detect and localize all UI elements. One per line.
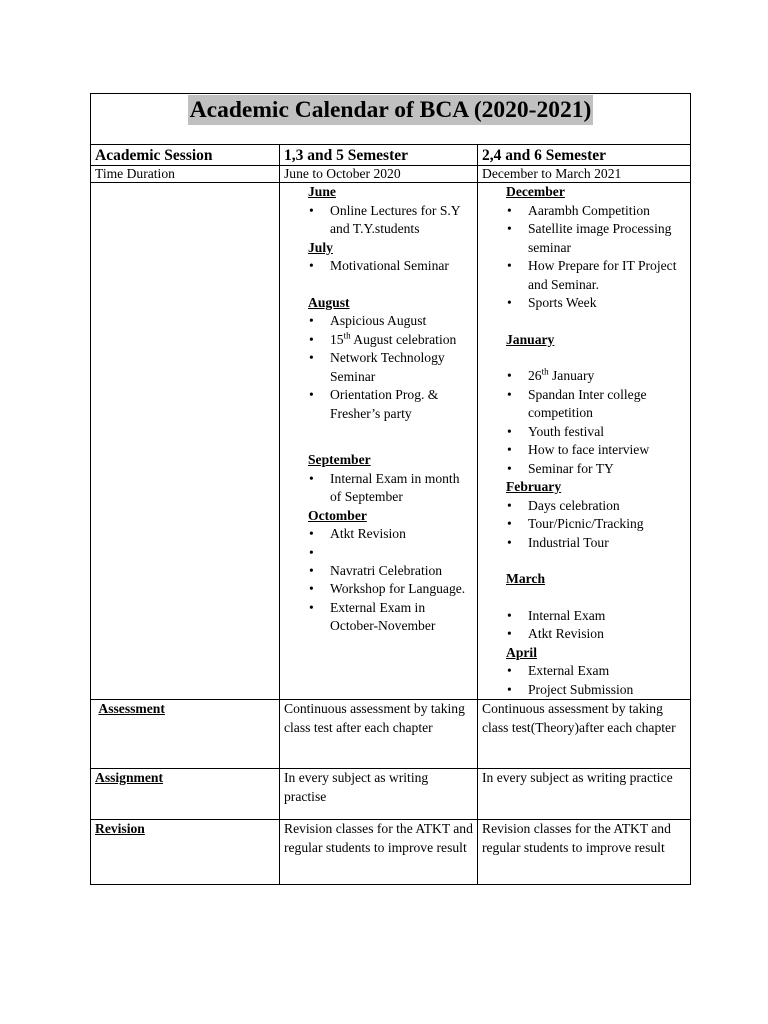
december-list [482,202,686,313]
list-item: • Tour/Picnic/Tracking [482,515,686,534]
item-text: January [552,368,595,383]
calendar-document [90,93,690,885]
month-september: September [308,452,371,467]
august-list [284,312,473,423]
date-suffix: th [343,329,351,340]
date-number: 26 [528,368,542,383]
assignment-label: Assignment [95,770,163,785]
revision-even: Revision classes for the ATKT and regular students to improve result [478,820,691,885]
assessment-even: Continuous assessment by taking class test(Theory)after each chapter [478,700,691,769]
january-list [482,367,686,478]
list-item [284,331,473,350]
list-item: • Sports Week [482,294,686,313]
month-april: April [506,644,537,660]
month-july: July [308,239,333,255]
list-item: • Seminar for TY [482,460,686,479]
month-january: January [506,331,555,347]
date-number: 15 [330,331,344,347]
list-item: • Online Lectures for S.Y and T.Y.students [284,202,473,239]
list-item: • How to face interview [482,441,686,460]
schedule-label-cell [91,183,280,700]
assignment-even: In every subject as writing practice [478,769,691,820]
list-item: • Workshop for Language. [284,580,473,599]
october-list [284,525,473,636]
assessment-label: Assessment [98,701,165,716]
list-item: • How Prepare for IT Project and Seminar. [482,257,686,294]
list-item: • Industrial Tour [482,534,686,553]
list-item: • Aarambh Competition [482,202,686,221]
assignment-odd: In every subject as writing practise [280,769,478,820]
month-december: December [506,184,565,199]
date-suffix: th [541,366,549,377]
list-item: • Internal Exam in month of September [284,470,473,507]
list-item: • Orientation Prog. & Fresher’s party [284,386,473,423]
list-item: • Atkt Revision [284,525,473,544]
list-item: • External Exam in October-November [284,599,473,636]
month-october: Octomber [308,507,367,523]
list-item: • Days celebration [482,497,686,516]
june-list [284,202,473,239]
duration-odd: June to October 2020 [280,166,478,183]
item-text: August celebration [353,331,457,347]
assessment-label-cell [91,700,280,769]
revision-odd: Revision classes for the ATKT and regular students to improve result [280,820,478,885]
list-item: • Navratri Celebration [284,562,473,581]
month-february: February [506,479,562,494]
list-item: • Network Technology Seminar [284,349,473,386]
march-list [482,607,686,644]
february-list [482,497,686,553]
header-academic-session: Academic Session [91,145,280,166]
header-even-semester: 2,4 and 6 Semester [478,145,691,166]
list-item: • Project Submission [482,681,686,700]
list-item: • Atkt Revision [482,625,686,644]
list-item: • Youth festival [482,423,686,442]
list-item: • Internal Exam [482,607,686,626]
list-item: • Satellite image Processing seminar [482,220,686,257]
month-march: March [506,571,546,586]
page-title: Academic Calendar of BCA (2020-2021) [189,97,592,123]
assignment-label-cell [91,769,280,820]
list-item [482,367,686,386]
duration-even: December to March 2021 [478,166,691,183]
list-item: • Spandan Inter college competition [482,386,686,423]
revision-label-cell [91,820,280,885]
assessment-odd: Continuous assessment by taking class test after each chapter [280,700,478,769]
revision-label: Revision [95,821,145,836]
april-list [482,662,686,699]
list-item: • External Exam [482,662,686,681]
month-august: August [308,294,350,310]
odd-semester-schedule [280,183,478,700]
july-list [284,257,473,276]
duration-label: Time Duration [91,166,280,183]
calendar-table [90,93,691,885]
list-item: • Aspicious August [284,312,473,331]
title-cell [91,94,691,145]
month-june: June [308,184,336,199]
list-item: • Motivational Seminar [284,257,473,276]
even-semester-schedule [478,183,691,700]
header-odd-semester: 1,3 and 5 Semester [280,145,478,166]
september-list [284,470,473,507]
